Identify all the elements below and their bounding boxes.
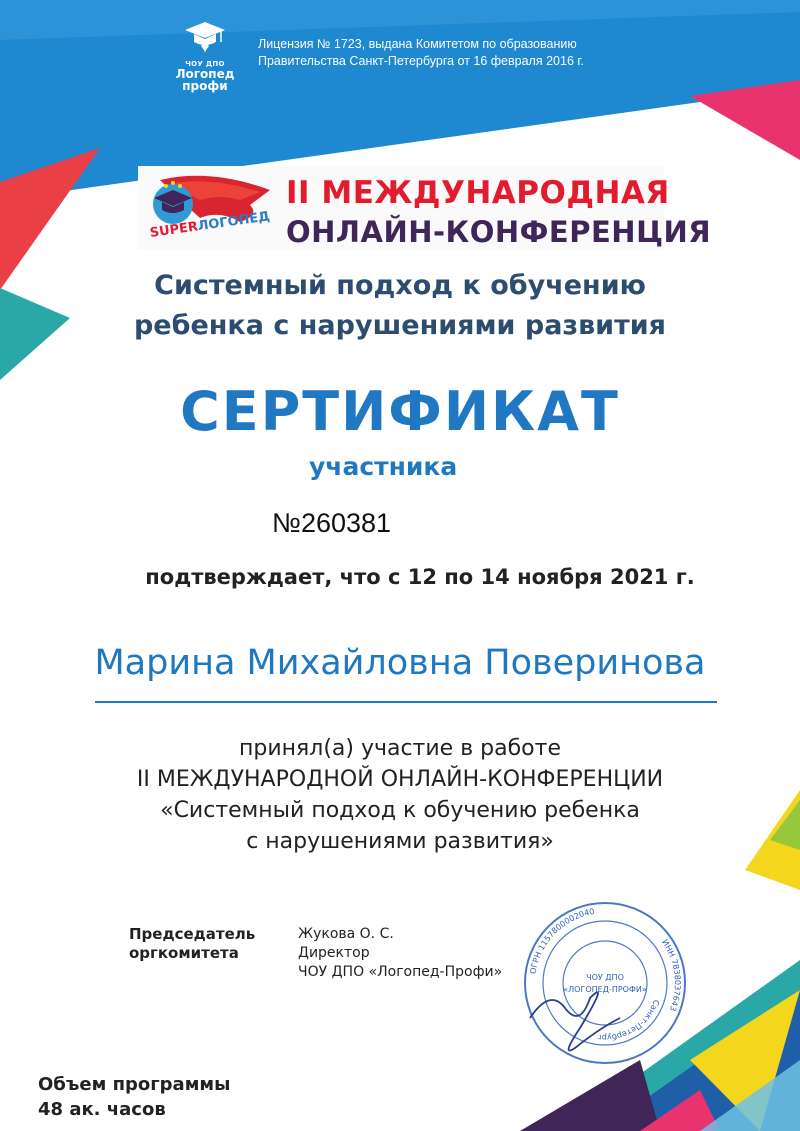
conference-topic [0,266,800,346]
signature-role-line2: оргкомитета [129,944,239,962]
conference-topic-line2: ребенка с нарушениями развития [133,310,667,341]
org-logo-name-line1: Логопед [175,67,235,81]
signer-name: Жукова О. С. [298,926,394,942]
program-volume-label: Объем программы [38,1074,231,1095]
license-line-2: Правительства Санкт-Петербурга от 16 февраля 2016 г. [258,54,584,68]
certificate-confirms-text: подтверждает, что с 12 по 14 ноября 2021 г. [145,565,695,589]
conference-topic-line1: Системный подход к обучению [154,270,646,301]
recipient-name: Марина Михайловна Поверинова [94,643,706,683]
conference-logo-super: SUPER [148,219,199,241]
signature-role [129,925,255,963]
certificate-title: СЕРТИФИКАТ [180,380,620,443]
license-text [258,36,584,70]
license-line-1: Лицензия № 1723, выдана Комитетом по образованию [258,37,577,51]
org-logo [170,20,240,92]
body-line-4: с нарушениями развития» [246,829,554,854]
stamp-center-line2: «ЛОГОПЕД-ПРОФИ» [563,985,647,994]
conference-title-line1: II МЕЖДУНАРОДНАЯ [286,175,670,211]
stamp-city: Санкт-Петербург [596,998,662,1043]
certificate-body [0,733,800,857]
org-logo-name-line2: профи [182,79,228,93]
signer-details [298,925,502,982]
body-line-3: «Системный подход к обучению ребенка [160,798,640,823]
stamp-inn: ИНН 7838037643 [660,937,683,1013]
stamp-ogrn: ОГРН 1157800002040 [528,906,596,975]
signer-position: Директор [298,945,370,961]
signature-role-line1: Председатель [129,925,256,943]
recipient-underline [95,701,717,703]
org-logo-small-text: ЧОУ ДПО [185,60,225,68]
organisation-stamp [520,898,690,1068]
body-line-2: II МЕЖДУНАРОДНОЙ ОНЛАЙН-КОНФЕРЕНЦИИ [136,767,664,792]
conference-logo-word: ЛОГОПЕД [196,209,271,235]
certificate-subtitle: участника [309,452,458,481]
body-line-1: принял(а) участие в работе [239,736,561,761]
conference-title-line2: ОНЛАЙН-КОНФЕРЕНЦИЯ [286,215,712,249]
bottom-purple-shape [520,1060,660,1131]
graduation-cap-heart-icon [183,20,227,54]
stamp-center-line1: ЧОУ ДПО [586,973,624,982]
program-volume-hours: 48 ак. часов [38,1099,166,1120]
program-volume [38,1072,230,1122]
certificate-number: №260381 [272,508,392,538]
signer-organisation: ЧОУ ДПО «Логопед-Профи» [298,964,503,980]
